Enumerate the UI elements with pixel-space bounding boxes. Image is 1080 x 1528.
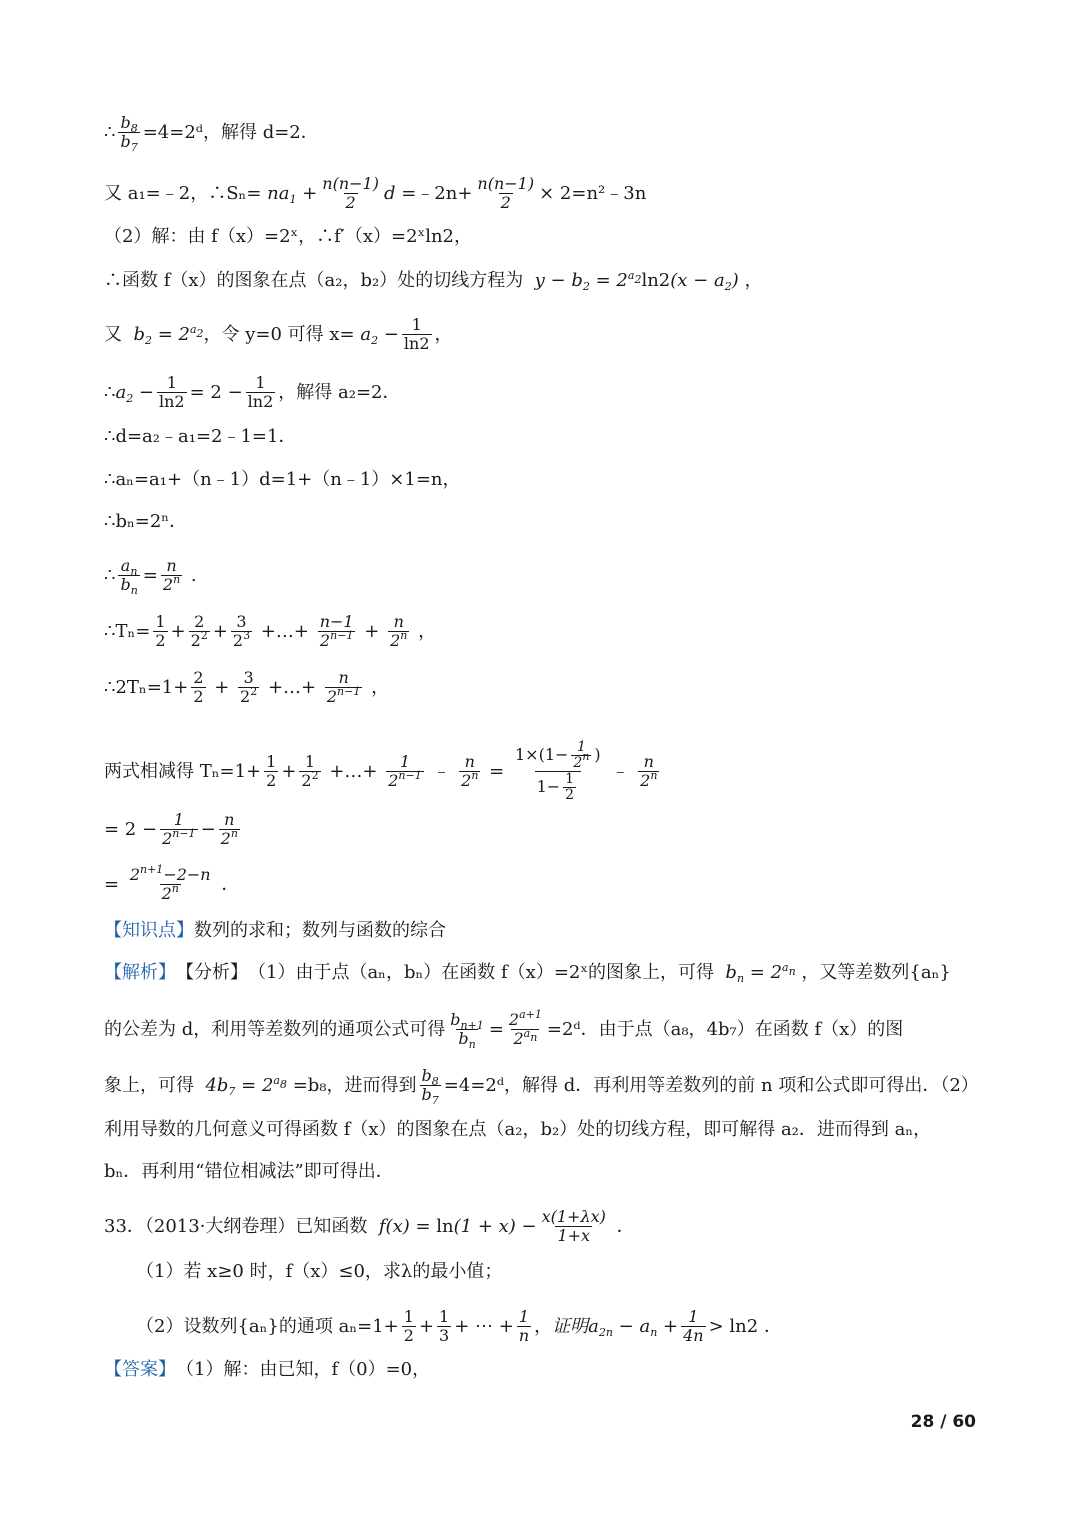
line-12: ∴2Tₙ=1+ $\frac{2}{2}$ + $\frac{3}{2^2}$ +…+ $\frac{n}{2^{n-1}}$ ，: [104, 668, 390, 706]
analysis-line-3: 象上，可得 $4b_7 = 2^{a_8}$ =b₈，进而得到 $\frac{b_8}{b_7}$ =4=2ᵈ，解得 d．再利用等差数列的前 n 项和公式即可得出．（2）: [104, 1066, 979, 1107]
line-14: = 2 − $\frac{1}{2^{n-1}}$ − $\frac{n}{2^n}$: [104, 810, 238, 848]
line-7: ∴d=a₂﹣a₁=2﹣1=1．: [104, 426, 297, 447]
analysis-line-1: 【解析】 【分析】 （1）由于点（aₙ，bₙ）在函数 f（x）=2ˣ的图象上，可得 $b_n = 2^{a_n}$ ，又等差数列{aₙ}: [104, 961, 951, 985]
line-10: ∴ $\frac{a_n}{b_n}$ = $\frac{n}{2^n}$ .: [104, 556, 197, 597]
line-11: ∴Tₙ= $\frac{1}{2}$ + $\frac{2}{2^2}$ + $\frac{3}{2^3}$ +…+ $\frac{n-1}{2^{n-1}}$ + $\frac{n}{2^n}$ ，: [104, 612, 437, 650]
analysis-line-5: bₙ．再利用“错位相减法”即可得出．: [104, 1161, 394, 1182]
line-3: （2）解：由 f（x）=2ˣ，∴f′（x）=2ˣln2，: [104, 226, 473, 247]
line-6: ∴ $a_2$ − $\frac{1}{\ln 2}$ = 2 − $\frac{1}{\ln 2}$ ，解得 a₂=2．: [104, 373, 401, 411]
line-9: ∴bₙ=2ⁿ．: [104, 511, 188, 532]
problem-33-head: 33．（2013·大纲卷理）已知函数 f(x) = ln(1 + x) − $\frac{x(1+\lambda x)}{1+x}$ ．: [104, 1207, 635, 1245]
line-5: 又 $b_2 = 2^{a_2}$ ，令 y=0 可得 x= $a_2$ − $\frac{1}{\ln 2}$ ，: [104, 315, 453, 353]
line-2: 又 a₁=﹣2，∴Sₙ= $na_1$ + $\frac{n(n-1)}{2}$ d =﹣2n+ $\frac{n(n-1)}{2}$ × 2 =n²﹣3n: [104, 174, 647, 212]
line-13: 两式相减得 Tₙ=1+ $\frac{1}{2}$ + $\frac{1}{2^2}$ +…+ $\frac{1}{2^{n-1}}$ ﹣ $\frac{n}{2^n}$ = 1×(1− $\frac{1}{2^n}$ ) 1− $\frac{1}{2}$ ﹣ $\frac{n}{2^n}$: [104, 739, 658, 803]
line-8: ∴aₙ=a₁+（n﹣1）d=1+（n﹣1）×1=n，: [104, 469, 461, 490]
analysis-tag: 【解析】: [104, 962, 176, 983]
analysis-line-4: 利用导数的几何意义可得函数 f（x）的图象在点（a₂，b₂）处的切线方程，即可解得 a₂．进而得到 aₙ，: [104, 1119, 932, 1140]
answer-tag: 【答案】: [104, 1359, 176, 1380]
analysis-line-2: 的公差为 d，利用等差数列的通项公式可得 $\frac{b_{n+1}}{b_n}$ = $\frac{2^{a+1}}{2^{a_n}}$ =2ᵈ．由于点（a₈，4b₇）在函数 f（x）的图: [104, 1008, 904, 1051]
page-number: 28 / 60: [910, 1412, 976, 1432]
knowledge-line: 【知识点】 数列的求和；数列与函数的综合: [104, 918, 446, 944]
problem-33-q2: （2）设数列{aₙ}的通项 aₙ=1+ $\frac{1}{2}$ + $\frac{1}{3}$ + ⋯ + $\frac{1}{n}$ ， 证明 $a_{2n} - a_n$ + $\frac{1}{4n}$ > ln2 ．: [136, 1307, 782, 1345]
line-4: ∴函数 f（x）的图象在点（a₂，b₂）处的切线方程为 $y - b_2 = 2^{a_2}\ln 2(x - a_2)$ ，: [104, 269, 763, 293]
problem-33-q1: （1）若 x≥0 时，f（x）≤0，求λ的最小值；: [136, 1261, 503, 1282]
answer-line: 【答案】 （1）解：由已知，f（0）=0，: [104, 1357, 430, 1383]
line-15: = $\frac{2^{n+1}-2-n}{2^n}$ ．: [104, 863, 240, 903]
line-1: ∴ $\frac{b_8}{b_7}$ =4=2ᵈ，解得 d=2．: [104, 113, 319, 154]
knowledge-tag: 【知识点】: [104, 920, 194, 941]
